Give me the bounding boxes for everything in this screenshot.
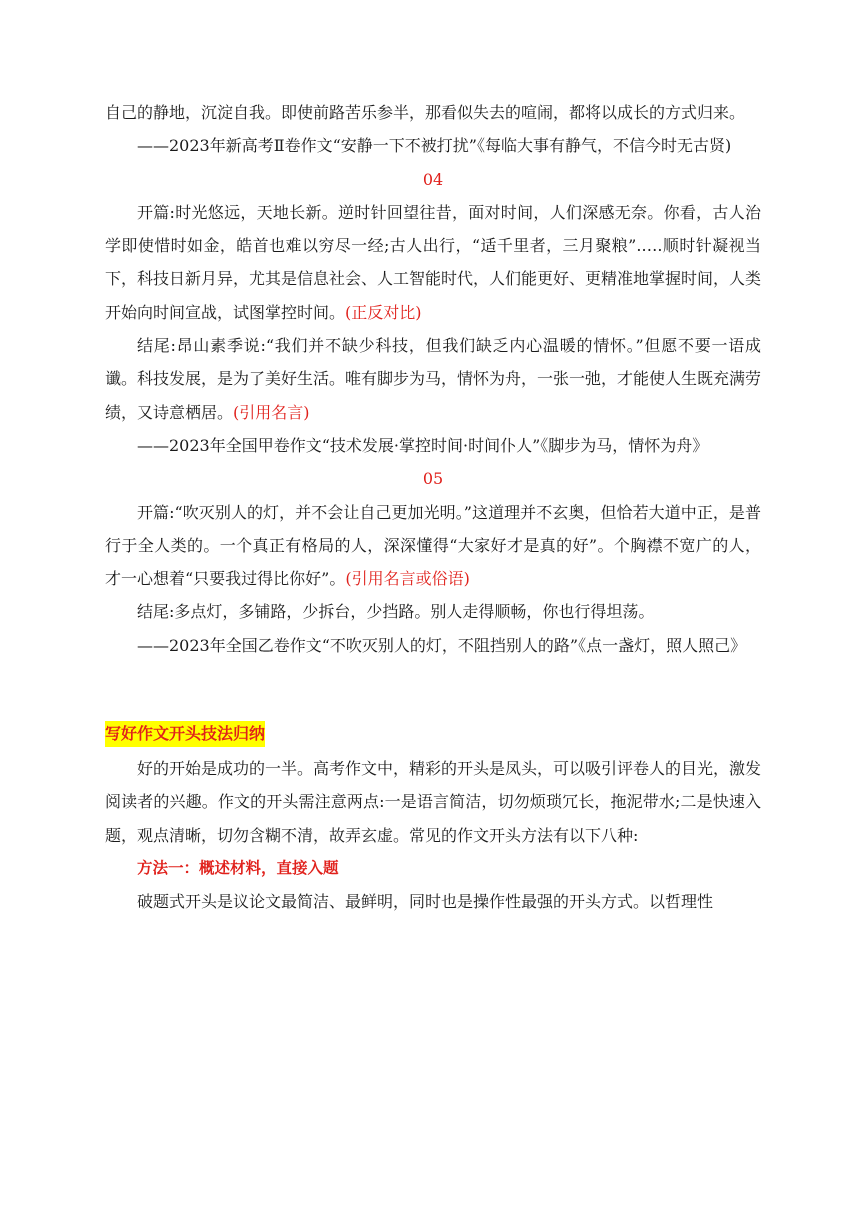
block05-source: ——2023年全国乙卷作文“不吹灭别人的灯，不阻挡别人的路”《点一盏灯，照人照己》	[137, 635, 747, 655]
block03-tail: 自己的静地，沉淀自我。即使前路苦乐参半，那看似失去的喧闹，都将以成长的方式归来。	[105, 103, 746, 122]
block05-opening-text: 开篇:“吹灭别人的灯，并不会让自己更加光明。”这道理并不玄奥，但恰若大道中正，是普行于全人类的。一个真正有格局的人，深深懂得“大家好才是真的好”。个胸襟不宽广的人，才一心想着“只要我过得比你好”。	[105, 502, 761, 589]
block04-opening-note: (正反对比)	[345, 302, 422, 322]
block05-number: 05	[422, 469, 444, 489]
section-gap	[105, 662, 761, 712]
method1-title: 方法一：概述材料，直接入题	[137, 858, 339, 877]
method1-text: 破题式开头是议论文最简洁、最鲜明，同时也是操作性最强的开头方式。以哲理性	[137, 892, 714, 912]
block04-ending-note: (引用名言)	[233, 402, 310, 422]
block04-opening-text: 开篇:时光悠远，天地长新。逆时针回望往昔，面对时间，人们深感无奈。你看，古人治学即使惜时如金，皓首也难以穷尽一经;古人出行，“适千里者，三月聚粮”.….顺时针凝视当下，科技日新月异，尤其是信息社会、人工智能时代，人们能更好、更精准地掌握时间，人类开始向时间宣战，试图掌控时间。	[105, 202, 762, 322]
block05-opening	[105, 496, 761, 596]
block04-number: 04	[422, 169, 444, 189]
block04-ending	[105, 329, 761, 429]
block05-ending: 结尾:多点灯，多铺路，少拆台，少挡路。别人走得顺畅，你也行得坦荡。	[137, 602, 655, 622]
block03-source: ——2023年新高考Ⅱ卷作文“安静一下不被打扰”《每临大事有静气，不信今时无古贤)	[137, 136, 732, 156]
section-banner: 写好作文开头技法归纳	[105, 721, 265, 747]
block04-source: ——2023年全国甲卷作文“技术发展·掌控时间·时间仆人”《脚步为马，情怀为舟》	[137, 435, 709, 455]
block04-opening	[105, 196, 761, 329]
block05-opening-note: (引用名言或俗语)	[345, 569, 470, 589]
block04-ending-text: 结尾:昂山素季说:“我们并不缺少科技，但我们缺乏内心温暖的情怀。”但愿不要一语成谶。科技发展，是为了美好生活。唯有脚步为马，情怀为舟，一张一弛，才能使人生既充满劳绩，又诗意栖居。	[105, 336, 762, 422]
section-intro: 好的开始是成功的一半。高考作文中，精彩的开头是凤头，可以吸引评卷人的目光，激发阅读者的兴趣。作文的开头需注意两点:一是语言简洁，切勿烦琐冗长，拖泥带水;二是快速入题，观点清晰，切勿含糊不清，故弄玄虚。常见的作文开头方法有以下八种:	[105, 759, 762, 845]
document-body	[105, 96, 761, 919]
